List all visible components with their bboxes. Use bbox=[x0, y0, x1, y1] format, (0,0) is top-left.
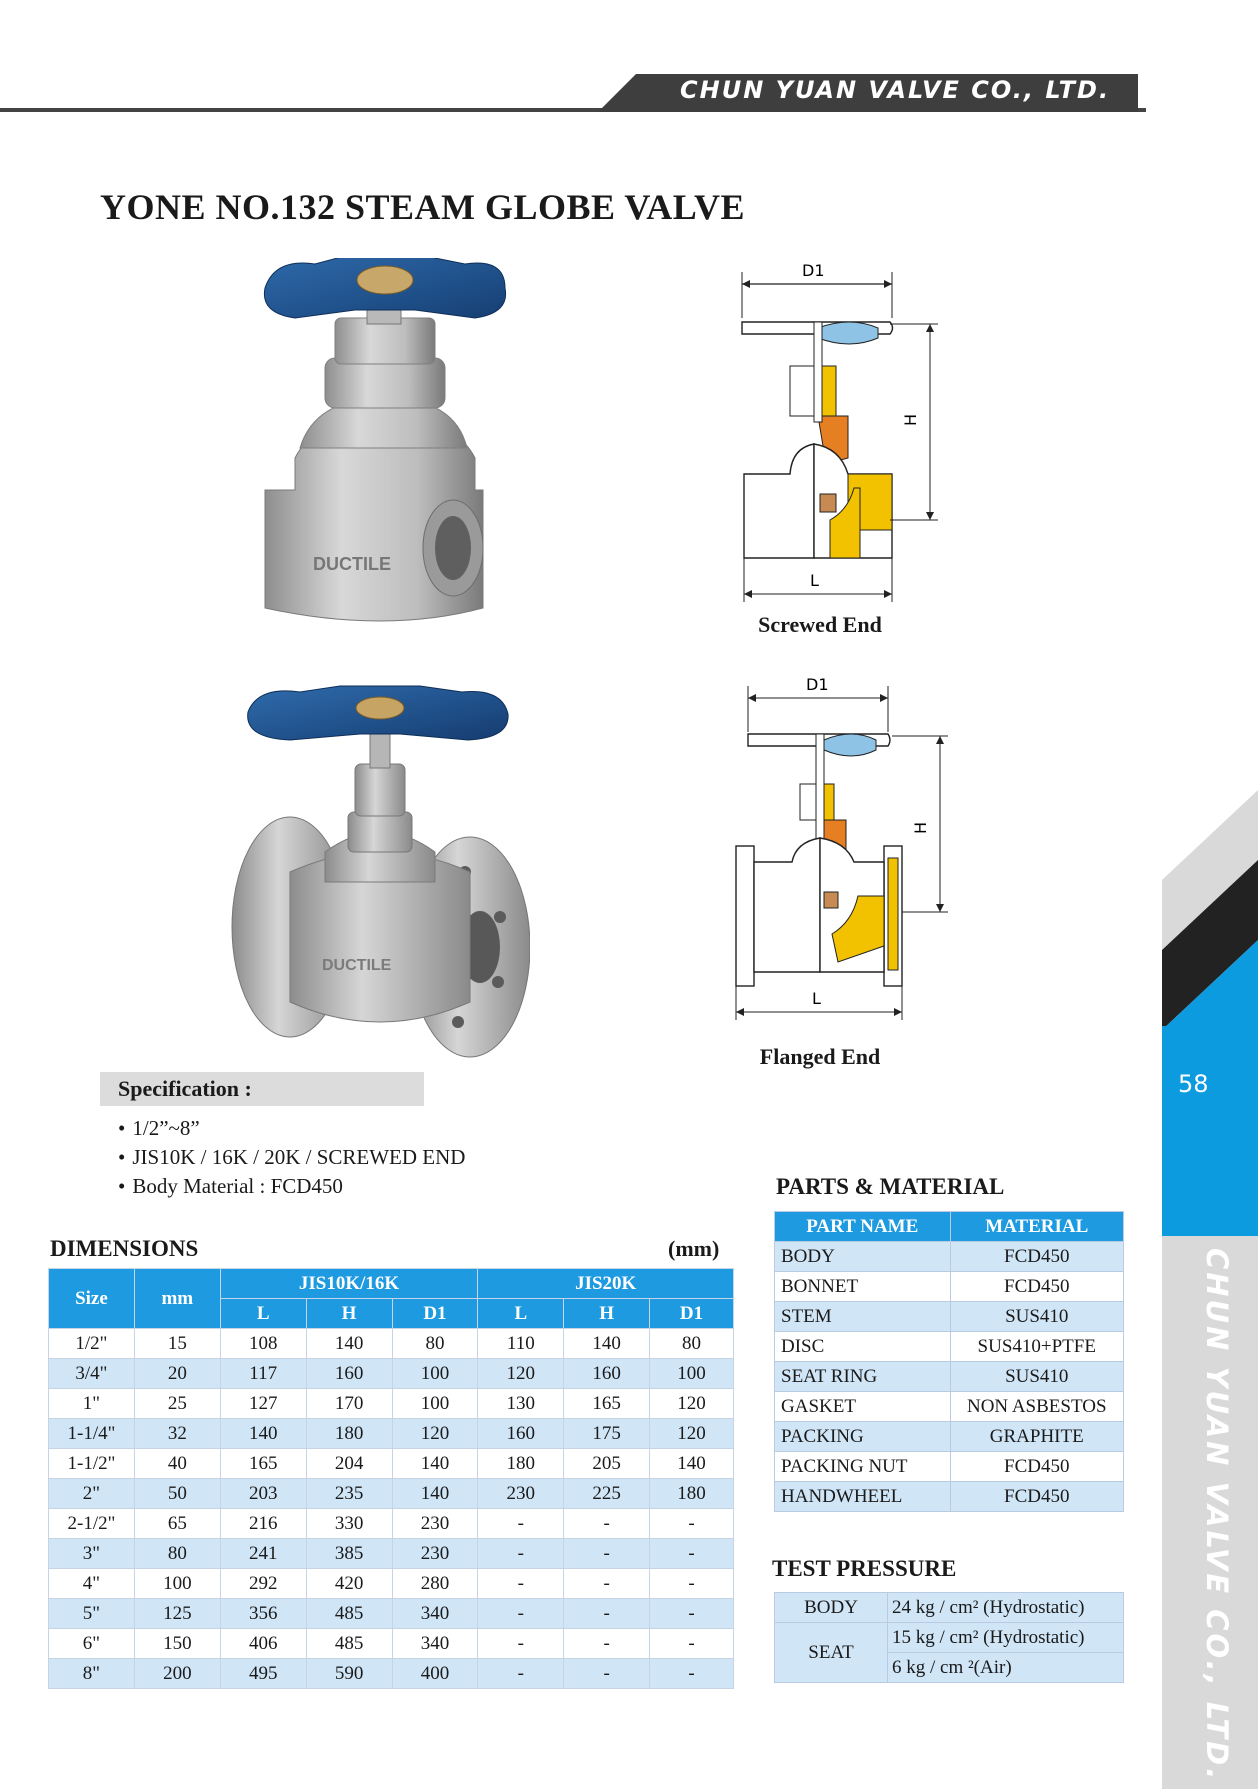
table-cell: 1" bbox=[49, 1389, 135, 1419]
table-cell: 241 bbox=[220, 1539, 306, 1569]
table-cell: - bbox=[478, 1509, 564, 1539]
table-cell: 6" bbox=[49, 1629, 135, 1659]
table-cell: - bbox=[650, 1659, 734, 1689]
sidebar-company: CHUN YUAN VALVE CO., LTD. bbox=[1200, 1248, 1234, 1783]
col-group-jis20k: JIS20K bbox=[478, 1269, 734, 1299]
dimensions-body bbox=[49, 1329, 734, 1689]
table-cell: 420 bbox=[306, 1569, 392, 1599]
specification-title: Specification : bbox=[118, 1076, 252, 1101]
flanged-end-caption: Flanged End bbox=[759, 1044, 881, 1069]
table-cell: 120 bbox=[650, 1419, 734, 1449]
table-row bbox=[49, 1509, 734, 1539]
table-cell: 3" bbox=[49, 1539, 135, 1569]
table-row bbox=[775, 1362, 1124, 1392]
material-cell: FCD450 bbox=[950, 1452, 1124, 1482]
table-cell: 160 bbox=[478, 1419, 564, 1449]
table-cell: 125 bbox=[134, 1599, 220, 1629]
table-cell: 230 bbox=[392, 1539, 478, 1569]
col-size: Size bbox=[49, 1269, 135, 1329]
table-row bbox=[49, 1389, 734, 1419]
parts-title: PARTS & MATERIAL bbox=[776, 1174, 1005, 1199]
table-row bbox=[49, 1569, 734, 1599]
table-cell: 406 bbox=[220, 1629, 306, 1659]
sidebar-chevron bbox=[1162, 790, 1258, 1050]
seat-value-hydrostatic: 15 kg / cm² (Hydrostatic) bbox=[888, 1623, 1124, 1653]
part-name-cell: GASKET bbox=[775, 1392, 951, 1422]
table-cell: 100 bbox=[650, 1359, 734, 1389]
table-cell: 2" bbox=[49, 1479, 135, 1509]
table-cell: 20 bbox=[134, 1359, 220, 1389]
spec-item: • JIS10K / 16K / 20K / SCREWED END bbox=[118, 1143, 465, 1172]
spec-item: • Body Material : FCD450 bbox=[118, 1172, 465, 1201]
table-row bbox=[49, 1329, 734, 1359]
part-name-cell: STEM bbox=[775, 1302, 951, 1332]
col-d1: D1 bbox=[392, 1299, 478, 1329]
material-cell: SUS410 bbox=[950, 1362, 1124, 1392]
page-number: 58 bbox=[1178, 1070, 1209, 1098]
table-cell: 100 bbox=[392, 1389, 478, 1419]
table-cell: 235 bbox=[306, 1479, 392, 1509]
table-row bbox=[49, 1359, 734, 1389]
dimensions-unit: (mm) bbox=[668, 1236, 720, 1261]
table-cell: 340 bbox=[392, 1629, 478, 1659]
col-l: L bbox=[478, 1299, 564, 1329]
table-cell: 385 bbox=[306, 1539, 392, 1569]
table-cell: 356 bbox=[220, 1599, 306, 1629]
table-row bbox=[49, 1539, 734, 1569]
page-title: YONE NO.132 STEAM GLOBE VALVE bbox=[100, 187, 745, 227]
table-cell: 1-1/2" bbox=[49, 1449, 135, 1479]
table-row bbox=[775, 1272, 1124, 1302]
table-cell: - bbox=[564, 1599, 650, 1629]
table-cell: 127 bbox=[220, 1389, 306, 1419]
table-cell: 2-1/2" bbox=[49, 1509, 135, 1539]
table-cell: - bbox=[478, 1629, 564, 1659]
table-cell: 180 bbox=[306, 1419, 392, 1449]
table-cell: 495 bbox=[220, 1659, 306, 1689]
col-material: MATERIAL bbox=[950, 1212, 1124, 1242]
table-cell: 160 bbox=[564, 1359, 650, 1389]
table-cell: 292 bbox=[220, 1569, 306, 1599]
part-name-cell: PACKING NUT bbox=[775, 1452, 951, 1482]
col-h: H bbox=[306, 1299, 392, 1329]
table-cell: - bbox=[650, 1569, 734, 1599]
table-cell: 330 bbox=[306, 1509, 392, 1539]
table-row bbox=[49, 1449, 734, 1479]
table-cell: - bbox=[650, 1539, 734, 1569]
part-name-cell: BODY bbox=[775, 1242, 951, 1272]
table-cell: 150 bbox=[134, 1629, 220, 1659]
body-value: 24 kg / cm² (Hydrostatic) bbox=[888, 1593, 1124, 1623]
company-name: CHUN YUAN VALVE CO., LTD. bbox=[680, 76, 1111, 104]
table-cell: 120 bbox=[650, 1389, 734, 1419]
table-cell: 165 bbox=[220, 1449, 306, 1479]
table-row bbox=[49, 1659, 734, 1689]
table-cell: 230 bbox=[392, 1509, 478, 1539]
h-label-1: H bbox=[901, 413, 920, 426]
table-cell: - bbox=[564, 1569, 650, 1599]
table-cell: 80 bbox=[650, 1329, 734, 1359]
table-cell: 140 bbox=[220, 1419, 306, 1449]
col-d1: D1 bbox=[650, 1299, 734, 1329]
seat-value-air: 6 kg / cm ²(Air) bbox=[888, 1653, 1124, 1683]
screwed-valve-photo bbox=[255, 258, 515, 634]
dimensions-table bbox=[48, 1268, 734, 1689]
screwed-end-caption: Screwed End bbox=[758, 612, 882, 637]
h-label-2: H bbox=[911, 821, 930, 834]
l-label-2: L bbox=[812, 989, 821, 1008]
part-name-cell: DISC bbox=[775, 1332, 951, 1362]
table-cell: 120 bbox=[478, 1359, 564, 1389]
table-cell: - bbox=[564, 1509, 650, 1539]
table-cell: 100 bbox=[134, 1569, 220, 1599]
seat-label: SEAT bbox=[775, 1623, 888, 1683]
table-row bbox=[775, 1623, 1124, 1653]
table-cell: 165 bbox=[564, 1389, 650, 1419]
table-cell: 1/2" bbox=[49, 1329, 135, 1359]
table-cell: 65 bbox=[134, 1509, 220, 1539]
table-cell: 204 bbox=[306, 1449, 392, 1479]
table-row bbox=[775, 1242, 1124, 1272]
table-cell: 170 bbox=[306, 1389, 392, 1419]
table-cell: 140 bbox=[392, 1479, 478, 1509]
table-cell: 108 bbox=[220, 1329, 306, 1359]
table-cell: 180 bbox=[650, 1479, 734, 1509]
table-cell: 160 bbox=[306, 1359, 392, 1389]
part-name-cell: HANDWHEEL bbox=[775, 1482, 951, 1512]
table-row bbox=[49, 1629, 734, 1659]
table-cell: 110 bbox=[478, 1329, 564, 1359]
table-cell: - bbox=[564, 1539, 650, 1569]
l-label-1: L bbox=[810, 571, 819, 590]
material-cell: FCD450 bbox=[950, 1482, 1124, 1512]
table-cell: 205 bbox=[564, 1449, 650, 1479]
table-cell: 100 bbox=[392, 1359, 478, 1389]
page-number-block bbox=[1162, 1026, 1258, 1236]
material-cell: SUS410 bbox=[950, 1302, 1124, 1332]
col-part-name: PART NAME bbox=[775, 1212, 951, 1242]
material-cell: GRAPHITE bbox=[950, 1422, 1124, 1452]
table-cell: 40 bbox=[134, 1449, 220, 1479]
material-cell: FCD450 bbox=[950, 1242, 1124, 1272]
specification-list bbox=[118, 1114, 465, 1201]
table-cell: 140 bbox=[392, 1449, 478, 1479]
table-row bbox=[775, 1482, 1124, 1512]
col-group-jis10k16k: JIS10K/16K bbox=[220, 1269, 478, 1299]
dimensions-title: DIMENSIONS bbox=[50, 1236, 199, 1261]
table-cell: 280 bbox=[392, 1569, 478, 1599]
table-cell: 1-1/4" bbox=[49, 1419, 135, 1449]
col-l: L bbox=[220, 1299, 306, 1329]
table-cell: 216 bbox=[220, 1509, 306, 1539]
table-row bbox=[49, 1419, 734, 1449]
table-cell: 15 bbox=[134, 1329, 220, 1359]
table-cell: 80 bbox=[134, 1539, 220, 1569]
test-pressure-title: TEST PRESSURE bbox=[772, 1556, 957, 1581]
table-cell: - bbox=[478, 1599, 564, 1629]
table-cell: 485 bbox=[306, 1629, 392, 1659]
table-cell: 50 bbox=[134, 1479, 220, 1509]
table-cell: 180 bbox=[478, 1449, 564, 1479]
table-cell: - bbox=[564, 1629, 650, 1659]
table-cell: 200 bbox=[134, 1659, 220, 1689]
d1-label-2: D1 bbox=[806, 675, 829, 694]
table-cell: 230 bbox=[478, 1479, 564, 1509]
table-row bbox=[775, 1422, 1124, 1452]
table-cell: 120 bbox=[392, 1419, 478, 1449]
table-cell: 8" bbox=[49, 1659, 135, 1689]
parts-body bbox=[775, 1242, 1124, 1512]
table-cell: 590 bbox=[306, 1659, 392, 1689]
table-cell: - bbox=[478, 1539, 564, 1569]
table-row bbox=[49, 1479, 734, 1509]
part-name-cell: PACKING bbox=[775, 1422, 951, 1452]
table-cell: 4" bbox=[49, 1569, 135, 1599]
flanged-valve-photo bbox=[230, 682, 530, 1062]
screwed-end-drawing bbox=[730, 258, 950, 610]
material-cell: NON ASBESTOS bbox=[950, 1392, 1124, 1422]
table-row bbox=[775, 1593, 1124, 1623]
table-cell: 32 bbox=[134, 1419, 220, 1449]
table-cell: - bbox=[650, 1509, 734, 1539]
flanged-end-drawing bbox=[720, 672, 960, 1038]
d1-label-1: D1 bbox=[802, 261, 825, 280]
table-cell: 140 bbox=[564, 1329, 650, 1359]
table-row bbox=[775, 1302, 1124, 1332]
table-cell: 225 bbox=[564, 1479, 650, 1509]
col-h: H bbox=[564, 1299, 650, 1329]
table-cell: 203 bbox=[220, 1479, 306, 1509]
svg-text:DUCTILE: DUCTILE bbox=[313, 554, 391, 574]
material-cell: SUS410+PTFE bbox=[950, 1332, 1124, 1362]
table-row bbox=[775, 1452, 1124, 1482]
table-cell: 340 bbox=[392, 1599, 478, 1629]
table-cell: 400 bbox=[392, 1659, 478, 1689]
table-cell: 485 bbox=[306, 1599, 392, 1629]
table-cell: 130 bbox=[478, 1389, 564, 1419]
table-cell: 140 bbox=[650, 1449, 734, 1479]
part-name-cell: BONNET bbox=[775, 1272, 951, 1302]
table-cell: 175 bbox=[564, 1419, 650, 1449]
table-cell: - bbox=[650, 1629, 734, 1659]
table-cell: - bbox=[650, 1599, 734, 1629]
svg-text:DUCTILE: DUCTILE bbox=[322, 957, 392, 974]
parts-table bbox=[774, 1211, 1124, 1512]
part-name-cell: SEAT RING bbox=[775, 1362, 951, 1392]
table-cell: 117 bbox=[220, 1359, 306, 1389]
table-row bbox=[49, 1599, 734, 1629]
table-row bbox=[775, 1332, 1124, 1362]
table-cell: - bbox=[478, 1569, 564, 1599]
spec-item: • 1/2”~8” bbox=[118, 1114, 465, 1143]
material-cell: FCD450 bbox=[950, 1272, 1124, 1302]
table-cell: 80 bbox=[392, 1329, 478, 1359]
table-cell: 3/4" bbox=[49, 1359, 135, 1389]
table-cell: - bbox=[564, 1659, 650, 1689]
table-cell: - bbox=[478, 1659, 564, 1689]
body-label: BODY bbox=[775, 1593, 888, 1623]
table-cell: 140 bbox=[306, 1329, 392, 1359]
col-mm: mm bbox=[134, 1269, 220, 1329]
test-pressure-table bbox=[774, 1592, 1124, 1683]
table-cell: 5" bbox=[49, 1599, 135, 1629]
table-cell: 25 bbox=[134, 1389, 220, 1419]
table-row bbox=[775, 1392, 1124, 1422]
